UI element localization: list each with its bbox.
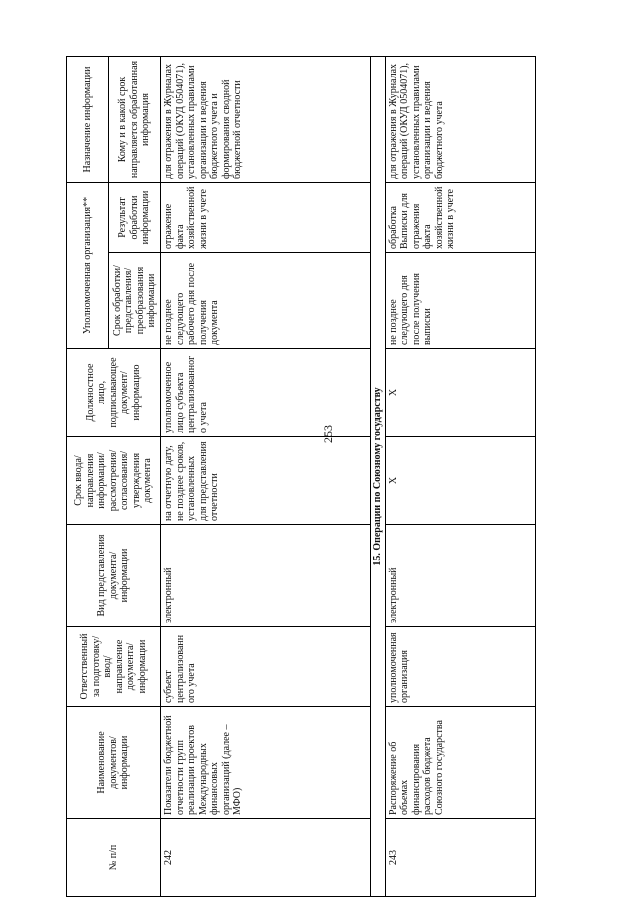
header-purpose: Назначение информации [67, 56, 109, 182]
cell-type: электронный [385, 525, 535, 627]
cell-responsible: уполномоченная организация [385, 627, 535, 707]
cell-purpose: для отражения в Журналах операций (ОКУД 0504071), установленных правилами организации и ведения бюджетного учета и формирования сводной бюджетной отчетности [161, 56, 371, 182]
header-purpose-sub: Кому и в какой срок направляется обработанная информация [109, 56, 161, 182]
rotated-table-container [66, 57, 586, 897]
header-responsible: Ответственный за подготовку/ ввод/ направление документа/ информации [67, 627, 161, 707]
cell-purpose: для отражения в Журналах операций (ОКУД 0504071), установленных правилами организации и ведения бюджетного учета [385, 56, 535, 182]
header-num: № п/п [67, 819, 161, 897]
cell-name: Распоряжение об объемах финансирования расходов бюджета Союзного государства [385, 707, 535, 819]
cell-term: X [385, 437, 535, 525]
cell-org-time: не позднее следующего рабочего дня после получения документа [161, 253, 371, 349]
cell-person: уполномоченное лицо субъекта централизованного учета [161, 349, 371, 437]
header-name: Наименование документов/информации [67, 707, 161, 819]
header-type: Вид представления документа/ информации [67, 525, 161, 627]
cell-num: 242 [161, 819, 371, 897]
cell-name: Показатели бюджетной отчетности групп реализации проектов Международных финансовых организаций (далее – МФО) [161, 707, 371, 819]
cell-responsible: субъект централизованного учета [161, 627, 371, 707]
operations-table [66, 56, 536, 897]
cell-term: на отчетную дату, не позднее сроков, установленных для представления отчетности [161, 437, 371, 525]
cell-type: электронный [161, 525, 371, 627]
section-title: 15. Операции по Союзному государству [371, 56, 386, 896]
cell-org-time: не позднее следующего дня после получения выписки [385, 253, 535, 349]
header-org-time: Срок обработки/ представления/ преобразования информации [109, 253, 161, 349]
cell-org-result: обработка Выписки для отражения факта хозяйственной жизни в учете [385, 182, 535, 252]
table-row [161, 56, 371, 896]
cell-num: 243 [385, 819, 535, 897]
cell-person: X [385, 349, 535, 437]
cell-org-result: отражение факта хозяйственной жизни в учете [161, 182, 371, 252]
section-row [371, 56, 386, 896]
header-term: Срок ввода/ направления информации/ рассмотрения/ согласования/ утверждения документа [67, 437, 161, 525]
page-number: 253 [321, 425, 335, 443]
header-person: Должностное лицо, подписывающее документ/ информацию [67, 349, 161, 437]
header-org: Уполномоченная организация** [67, 182, 109, 348]
header-org-result: Результат обработки информации [109, 182, 161, 252]
table-row [385, 56, 535, 896]
header-row-1 [67, 56, 109, 896]
